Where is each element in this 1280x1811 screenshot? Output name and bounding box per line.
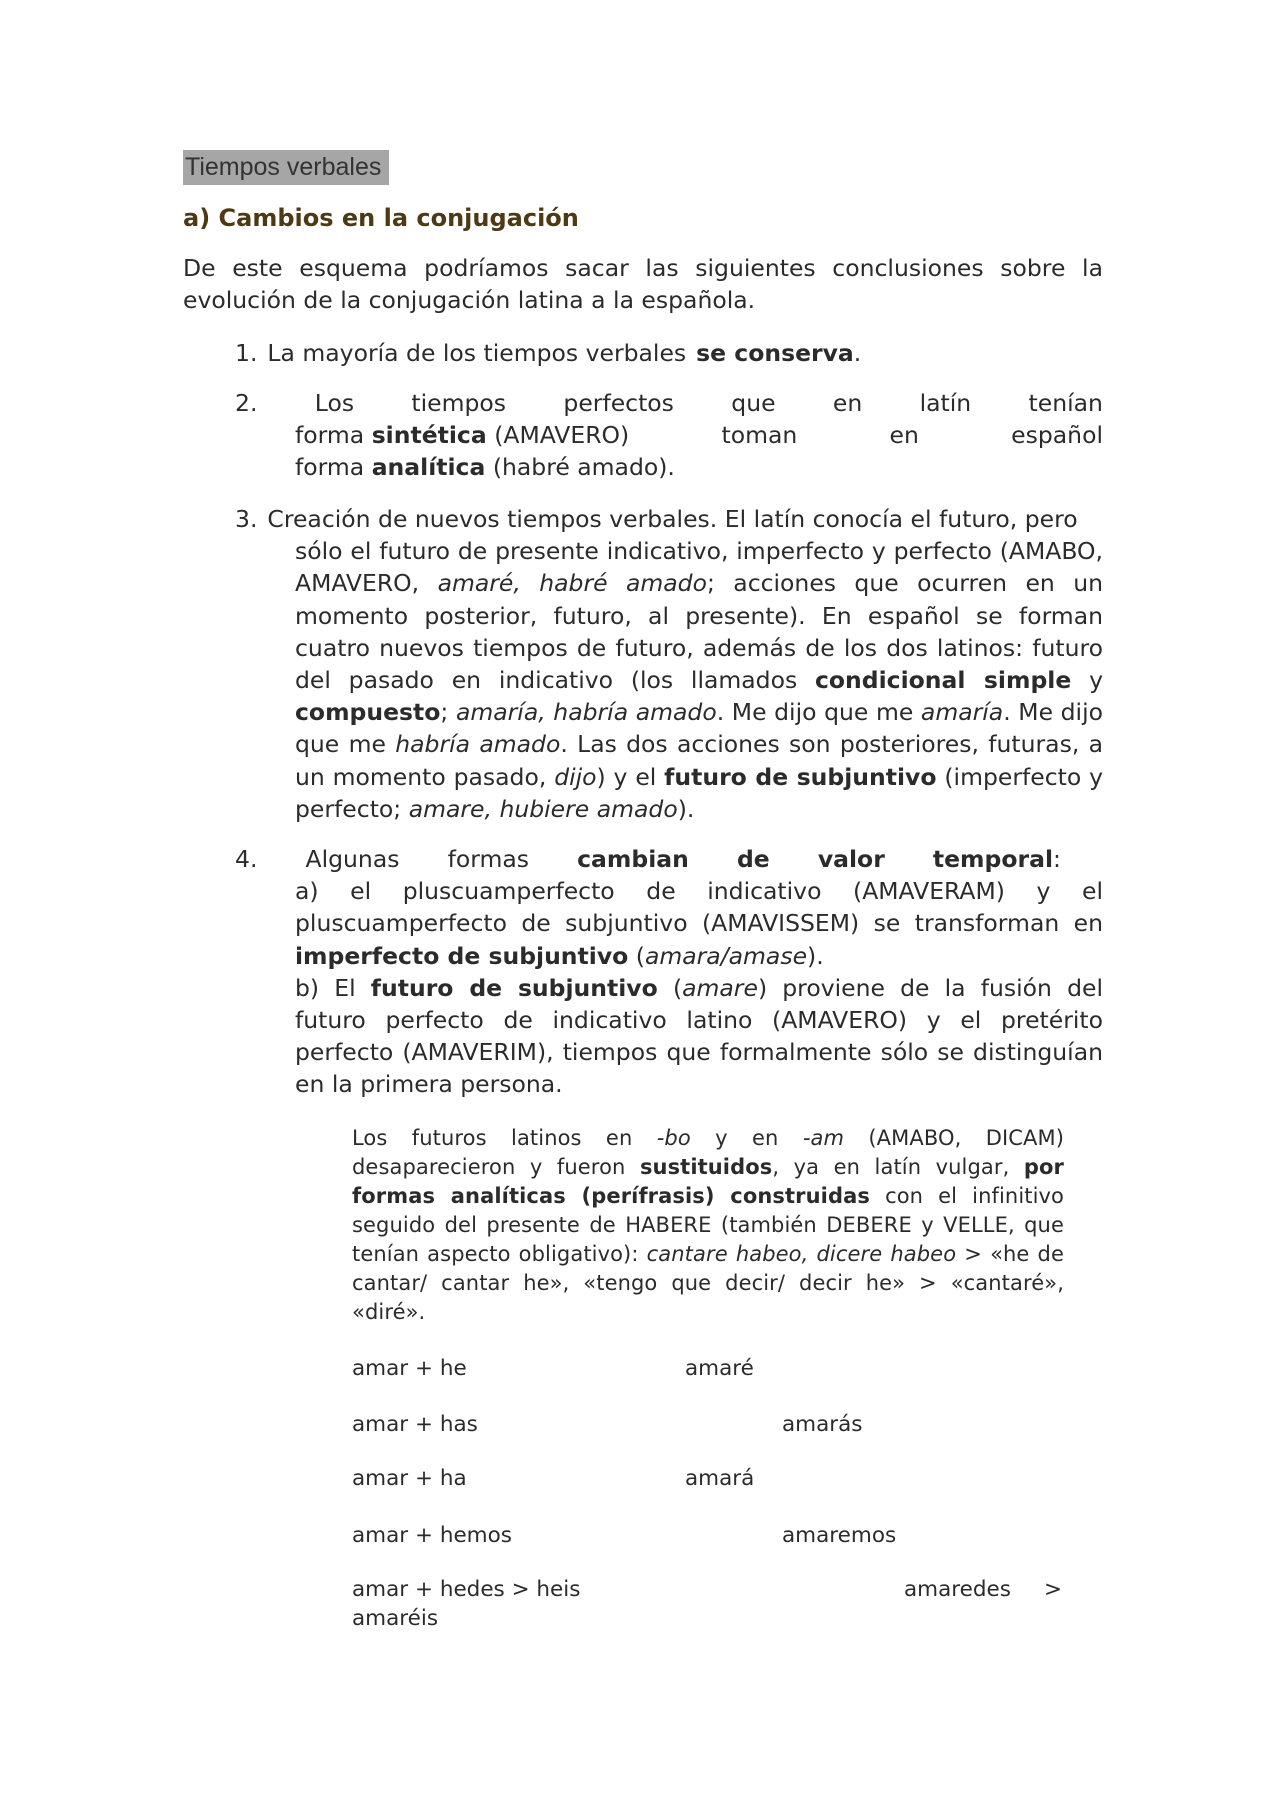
text: ). — [677, 794, 695, 823]
conjugation-left: amar + hedes > heis — [352, 1577, 581, 1602]
word: Algunas — [305, 845, 400, 873]
item-end: . — [853, 339, 862, 367]
word: en — [889, 421, 919, 450]
list-item-4 — [235, 843, 1103, 1101]
item-body — [235, 875, 1103, 1100]
bold-term: analítica — [371, 453, 486, 482]
word: perfectos — [563, 389, 674, 417]
item-number: 1. — [235, 339, 258, 367]
bold-term: futuro de subjuntivo — [664, 762, 937, 791]
word: forma — [295, 453, 365, 482]
italic-text: cantare habeo, dicere habeo — [646, 1242, 957, 1266]
word: en — [832, 389, 863, 417]
item-first-line: Creación de nuevos tiempos verbales. El latín conocía el futuro, pero — [267, 505, 1078, 533]
text: ; acciones que ocurren en un momento posterior, futuro, al presente). En español se forman cuatro nuevos tiempos de futuro, además de los dos latinos: futuro del pasado en indicativo (los llamados — [295, 569, 1103, 695]
text: sólo el futuro de presente indicativo, imperfecto y perfecto (AMABO, AMAVERO, — [295, 537, 1103, 598]
text: ) y el — [596, 762, 657, 791]
conjugation-right: amarás — [782, 1412, 863, 1437]
text: . Me dijo que me — [716, 698, 914, 727]
text: y en — [715, 1126, 779, 1150]
conjugation-right: amará — [685, 1466, 755, 1491]
list-item-3 — [235, 503, 1103, 825]
text: ) proviene de la fusión del futuro perfecto de indicativo latino (AMAVERO) y el pretérito perfecto (AMAVERIM), tiempos que formalmente sólo se distinguían en la primera persona. — [295, 973, 1103, 1099]
conjugation-right: amaré — [685, 1356, 754, 1381]
bold-term: sintética — [371, 421, 487, 450]
page-title: Tiempos verbales — [183, 150, 389, 185]
word: (AMAVERO) — [494, 421, 630, 450]
bold-term: temporal — [932, 845, 1054, 873]
italic-text: amaría, habría amado — [455, 698, 717, 727]
conjugation-right: amaredes — [904, 1577, 1011, 1602]
list-item-2 — [235, 387, 1103, 484]
text: ; — [440, 698, 449, 727]
word: forma — [295, 421, 365, 450]
text: (AMABO, DICAM) desaparecieron y fueron — [352, 1126, 1065, 1179]
bold-term: futuro de subjuntivo — [370, 973, 658, 1002]
bold-term: condicional simple — [814, 666, 1072, 695]
section-heading: a) Cambios en la conjugación — [183, 204, 579, 232]
item-bold: se conserva — [696, 339, 854, 367]
item-number: 3. — [235, 505, 258, 533]
text: con el infinitivo seguido del presente de HABERE (también DEBERE y VELLE, que tenían aspecto obligativo): — [352, 1184, 1065, 1266]
text: > «he de cantar/ cantar he», «tengo que decir/ decir he» > «cantaré», «diré». — [352, 1242, 1064, 1324]
italic-text: habría amado — [395, 730, 561, 759]
word: Los — [314, 389, 355, 417]
text: ( — [635, 941, 645, 970]
text: . Las dos acciones son posteriores, futuras, a un momento pasado, — [295, 730, 1103, 791]
bold-term: por formas analíticas (perífrasis) construidas — [352, 1155, 1065, 1208]
item-number: 2. — [235, 389, 258, 417]
conjugation-arrow: > — [1044, 1577, 1063, 1602]
text: Los futuros latinos en — [352, 1126, 633, 1150]
conjugation-right: amaremos — [782, 1523, 897, 1548]
text: . Me dijo que me — [295, 698, 1103, 759]
note-paragraph — [352, 1124, 1064, 1327]
italic-text: -bo — [656, 1126, 691, 1150]
item-number: 4. — [235, 845, 258, 873]
word: tiempos — [411, 389, 507, 417]
bold-term: imperfecto de subjuntivo — [295, 941, 629, 970]
conjugation-left: amar + hemos — [352, 1523, 512, 1548]
italic-text: amara/amase — [644, 941, 808, 970]
text: a) el pluscuamperfecto de indicativo (AMAVERAM) y el pluscuamperfecto de subjuntivo (AMAVISSEM) se transforman en — [295, 877, 1103, 938]
bold-term: valor — [817, 845, 885, 873]
italic-text: -am — [802, 1126, 845, 1150]
italic-text: amaré, habré amado — [437, 569, 707, 598]
italic-text: amare, hubiere amado — [408, 794, 678, 823]
bold-term: compuesto — [295, 698, 441, 727]
conjugation-result: amaréis — [352, 1606, 439, 1631]
word: latín — [919, 389, 972, 417]
text: : — [1053, 845, 1061, 873]
bold-term: de — [736, 845, 770, 873]
italic-text: amare — [682, 973, 758, 1002]
intro-paragraph: De este esquema podríamos sacar las siguientes conclusiones sobre la evolución de la conjugación latina a la española. — [183, 254, 1103, 314]
text: (imperfecto y perfecto; — [295, 762, 1103, 823]
bold-term: sustituidos — [639, 1155, 773, 1179]
word: que — [731, 389, 776, 417]
text: , ya en latín vulgar, — [772, 1155, 1010, 1179]
italic-text: dijo — [554, 762, 597, 791]
conjugation-left: amar + has — [352, 1412, 478, 1437]
text: ( — [672, 973, 683, 1002]
word: formas — [447, 845, 530, 873]
list-item-1 — [235, 337, 1103, 369]
word: español — [1011, 421, 1103, 450]
item-text: La mayoría de los tiempos verbales — [267, 339, 687, 367]
italic-text: amaría — [920, 698, 1004, 727]
text: ). — [807, 941, 824, 970]
item-body — [235, 535, 1103, 825]
bold-term: cambian — [577, 845, 689, 873]
conjugation-left: amar + he — [352, 1356, 467, 1381]
conjugation-left: amar + ha — [352, 1466, 467, 1491]
word: tenían — [1028, 389, 1103, 417]
text: b) El — [295, 973, 356, 1002]
word: (habré amado). — [492, 453, 675, 482]
word: toman — [721, 421, 798, 450]
text: y — [1089, 666, 1103, 695]
